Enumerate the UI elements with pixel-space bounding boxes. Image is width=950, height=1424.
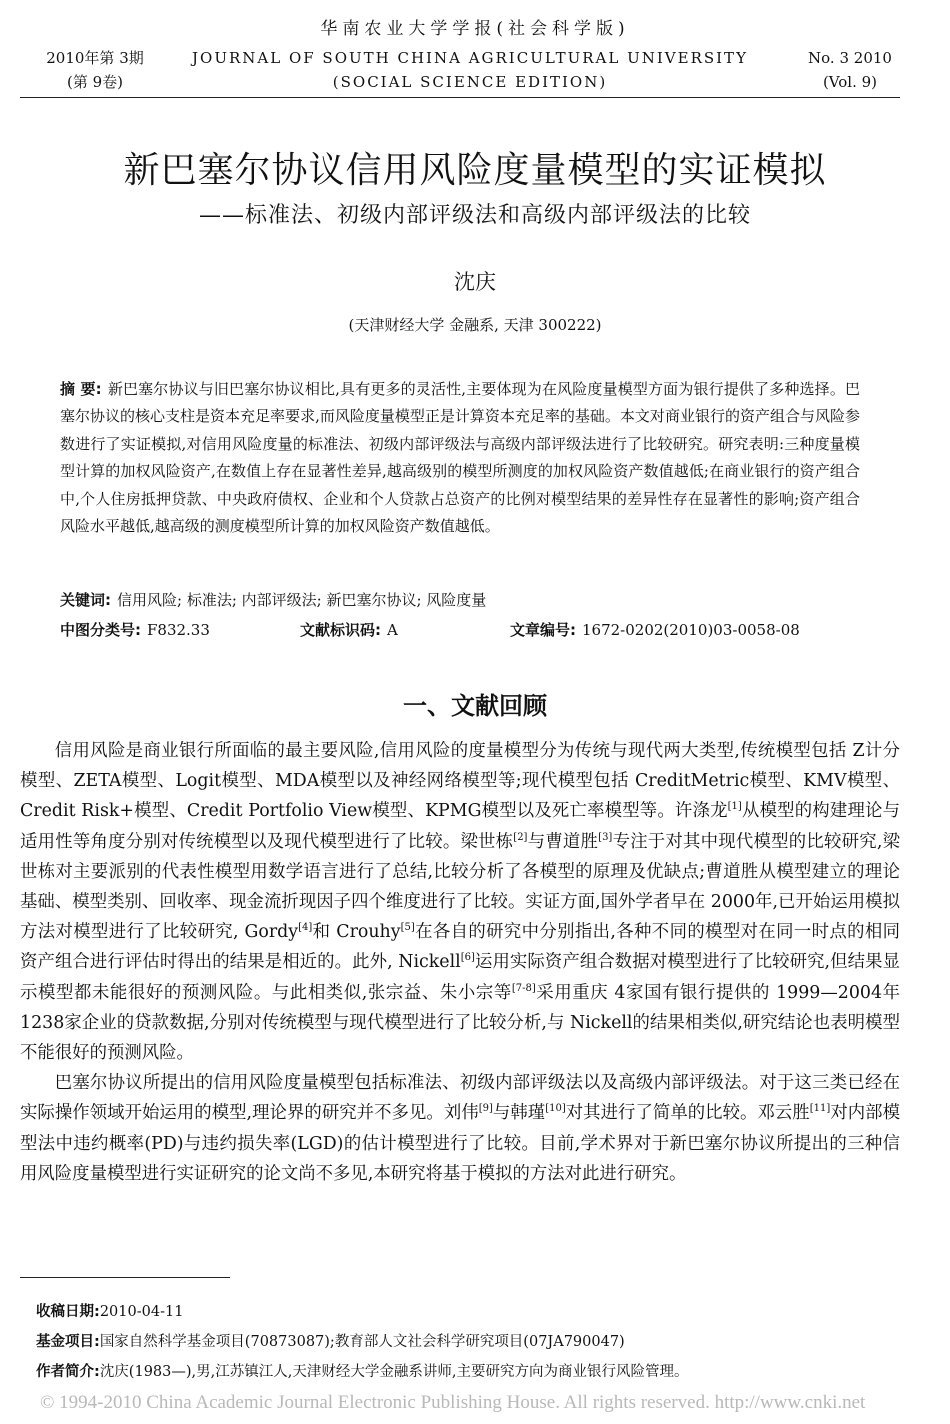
clc-label: 中图分类号: [60, 621, 141, 639]
footnote-divider [20, 1277, 230, 1278]
section-heading: 一、文献回顾 [403, 692, 547, 720]
article-number-label: 文章编号: [510, 621, 576, 639]
issue-volume-en: (Vol. 9) [822, 73, 878, 91]
author-bio-value: 沈庆(1983—),男,江苏镇江人,天津财经大学金融系讲师,主要研究方向为商业银行风险管理。 [99, 1364, 689, 1380]
section-body [20, 736, 900, 1189]
journal-title-en-line1: JOURNAL OF SOUTH CHINA AGRICULTURAL UNIVERSITY [192, 49, 748, 67]
article-subtitle: ——标准法、初级内部评级法和高级内部评级法的比较 [198, 203, 751, 228]
footnote-received [36, 1300, 896, 1321]
author-name: 沈庆 [454, 270, 496, 294]
journal-title-en [190, 46, 750, 94]
article-number [510, 619, 800, 640]
doc-label: 文献标识码: [300, 621, 381, 639]
issue-volume: (第 9卷) [66, 73, 124, 91]
paragraph-text: 巴塞尔协议所提出的信用风险度量模型包括标准法、初级内部评级法以及高级内部评级法。对于这三类已经在实际操作领域开始运用的模型,理论界的研究并不多见。刘伟 [20, 1073, 900, 1124]
citation-ref: [5] [400, 922, 415, 934]
paragraph-text: 与曹道胜 [527, 831, 599, 852]
received-label: 收稿日期: [36, 1304, 100, 1320]
keywords-label: 关键词: [60, 591, 111, 609]
keywords-text: 信用风险; 标准法; 内部评级法; 新巴塞尔协议; 风险度量 [117, 591, 487, 609]
fund-value: 国家自然科学基金项目(70873087);教育部人文社会科学研究项目(07JA790047) [99, 1334, 625, 1350]
paragraph-text: 运用实际资产组合数据对模型进行了比较研究,但结果显示模型都未能很好的预测风险。与此相类似,张宗益、朱小宗等 [20, 952, 901, 1003]
issue-year-number: 2010年第 3期 [46, 49, 144, 67]
paragraph-text: 从模型的构建理论与适用性等角度分别对传统模型以及现代模型进行了比较。梁世栋 [20, 801, 900, 852]
citation-ref: [9] [478, 1103, 493, 1115]
paragraph-text: 专注于对其中现代模型的比较研究,梁世栋对主要派别的代表性模型用数学语言进行了总结,比较分析了各模型的原理及优缺点;曹道胜从模型建立的理论基础、模型类别、回收率、现金流折现因子四个维度进行了比较。实证方面,国外学者早在 2000年,已开始运用模拟方法对模型进行了比较研究, Gordy [20, 831, 900, 943]
doc-value: A [387, 621, 398, 639]
abstract-label: 摘 要: [60, 380, 102, 398]
clc-code [60, 619, 210, 640]
footnote-author [36, 1360, 896, 1381]
keywords [60, 589, 860, 610]
footnote-fund [36, 1330, 896, 1351]
journal-title-en-line2: (SOCIAL SCIENCE EDITION) [332, 73, 608, 91]
citation-ref: [11] [809, 1103, 831, 1115]
paragraph-text: 对内部模型法中违约概率(PD)与违约损失率(LGD)的估计模型进行了比较。目前,学术界对于新巴塞尔协议所提出的三种信用风险度量模型进行实证研究的论文尚不多见,本研究将基于模拟的方法对此进行研究。 [20, 1103, 900, 1184]
journal-title-cn: 华南农业大学学报(社会科学版) [320, 19, 630, 39]
issue-info-left [40, 46, 150, 94]
paragraph-text: 信用风险是商业银行所面临的最主要风险,信用风险的度量模型分为传统与现代两大类型,传统模型包括 Z计分模型、ZETA模型、Logit模型、MDA模型以及神经网络模型等;现代模型包括 CreditMetric模型、KMV模型、Credit Risk+模型、Credit Portfolio View模型、KPMG模型以及死亡率模型等。许涤龙 [20, 741, 900, 822]
citation-ref: [10] [545, 1103, 566, 1115]
issue-info-right [790, 46, 910, 94]
header-divider [20, 97, 900, 98]
citation-ref: [1] [727, 801, 742, 813]
body-paragraph [20, 736, 900, 1068]
fund-label: 基金项目: [36, 1334, 100, 1350]
author-affiliation: (天津财经大学 金融系, 天津 300222) [348, 316, 602, 334]
paragraph-text: 在各自的研究中分别指出,各种不同的模型对在同一时点的相同资产组合进行评估时得出的结果是相近的。此外, Nickell [20, 922, 900, 973]
copyright-watermark: © 1994-2010 China Academic Journal Electronic Publishing House. All rights reserved. http://www.cnki.net [40, 1392, 866, 1413]
citation-ref: [7-8] [511, 982, 536, 994]
citation-ref: [4] [298, 922, 313, 934]
paragraph-text: 对其进行了简单的比较。邓云胜 [565, 1103, 810, 1124]
paragraph-text: 采用重庆 4家国有银行提供的 1999—2004年 1238家企业的贷款数据,分别对传统模型与现代模型进行了比较分析,与 Nickell的结果相类似,研究结论也表明模型不能很好的预测风险。 [20, 982, 901, 1064]
issue-number-en: No. 3 2010 [808, 49, 892, 67]
citation-ref: [2] [513, 831, 528, 843]
body-paragraph [20, 1068, 900, 1189]
article-number-value: 1672-0202(2010)03-0058-08 [582, 621, 800, 639]
clc-value: F832.33 [147, 621, 210, 639]
received-value: 2010-04-11 [99, 1304, 184, 1320]
citation-ref: [3] [598, 831, 613, 843]
paragraph-text: 与韩瑾 [492, 1103, 546, 1124]
article-title: 新巴塞尔协议信用风险度量模型的实证模拟 [123, 150, 827, 191]
classification-row [60, 619, 860, 641]
abstract-text: 新巴塞尔协议与旧巴塞尔协议相比,具有更多的灵活性,主要体现为在风险度量模型方面为银行提供了多种选择。巴塞尔协议的核心支柱是资本充足率要求,而风险度量模型正是计算资本充足率的基础。本文对商业银行的资产组合与风险参数进行了实证模拟,对信用风险度量的标准法、初级内部评级法与高级内部评级法进行了比较研究。研究表明:三种度量模型计算的加权风险资产,在数值上存在显著性差异,越高级别的模型所测度的加权风险资产数值越低;在商业银行的资产组合中,个人住房抵押贷款、中央政府债权、企业和个人贷款占总资产的比例对模型结果的差异性存在显著性的影响;资产组合风险水平越低,越高级的测度模型所计算的加权风险资产数值越低。 [60, 380, 860, 536]
author-bio-label: 作者简介: [36, 1364, 100, 1380]
citation-ref: [6] [460, 952, 475, 964]
abstract [60, 376, 860, 540]
paragraph-text: 和 Crouhy [312, 922, 401, 943]
doc-code [300, 619, 398, 640]
